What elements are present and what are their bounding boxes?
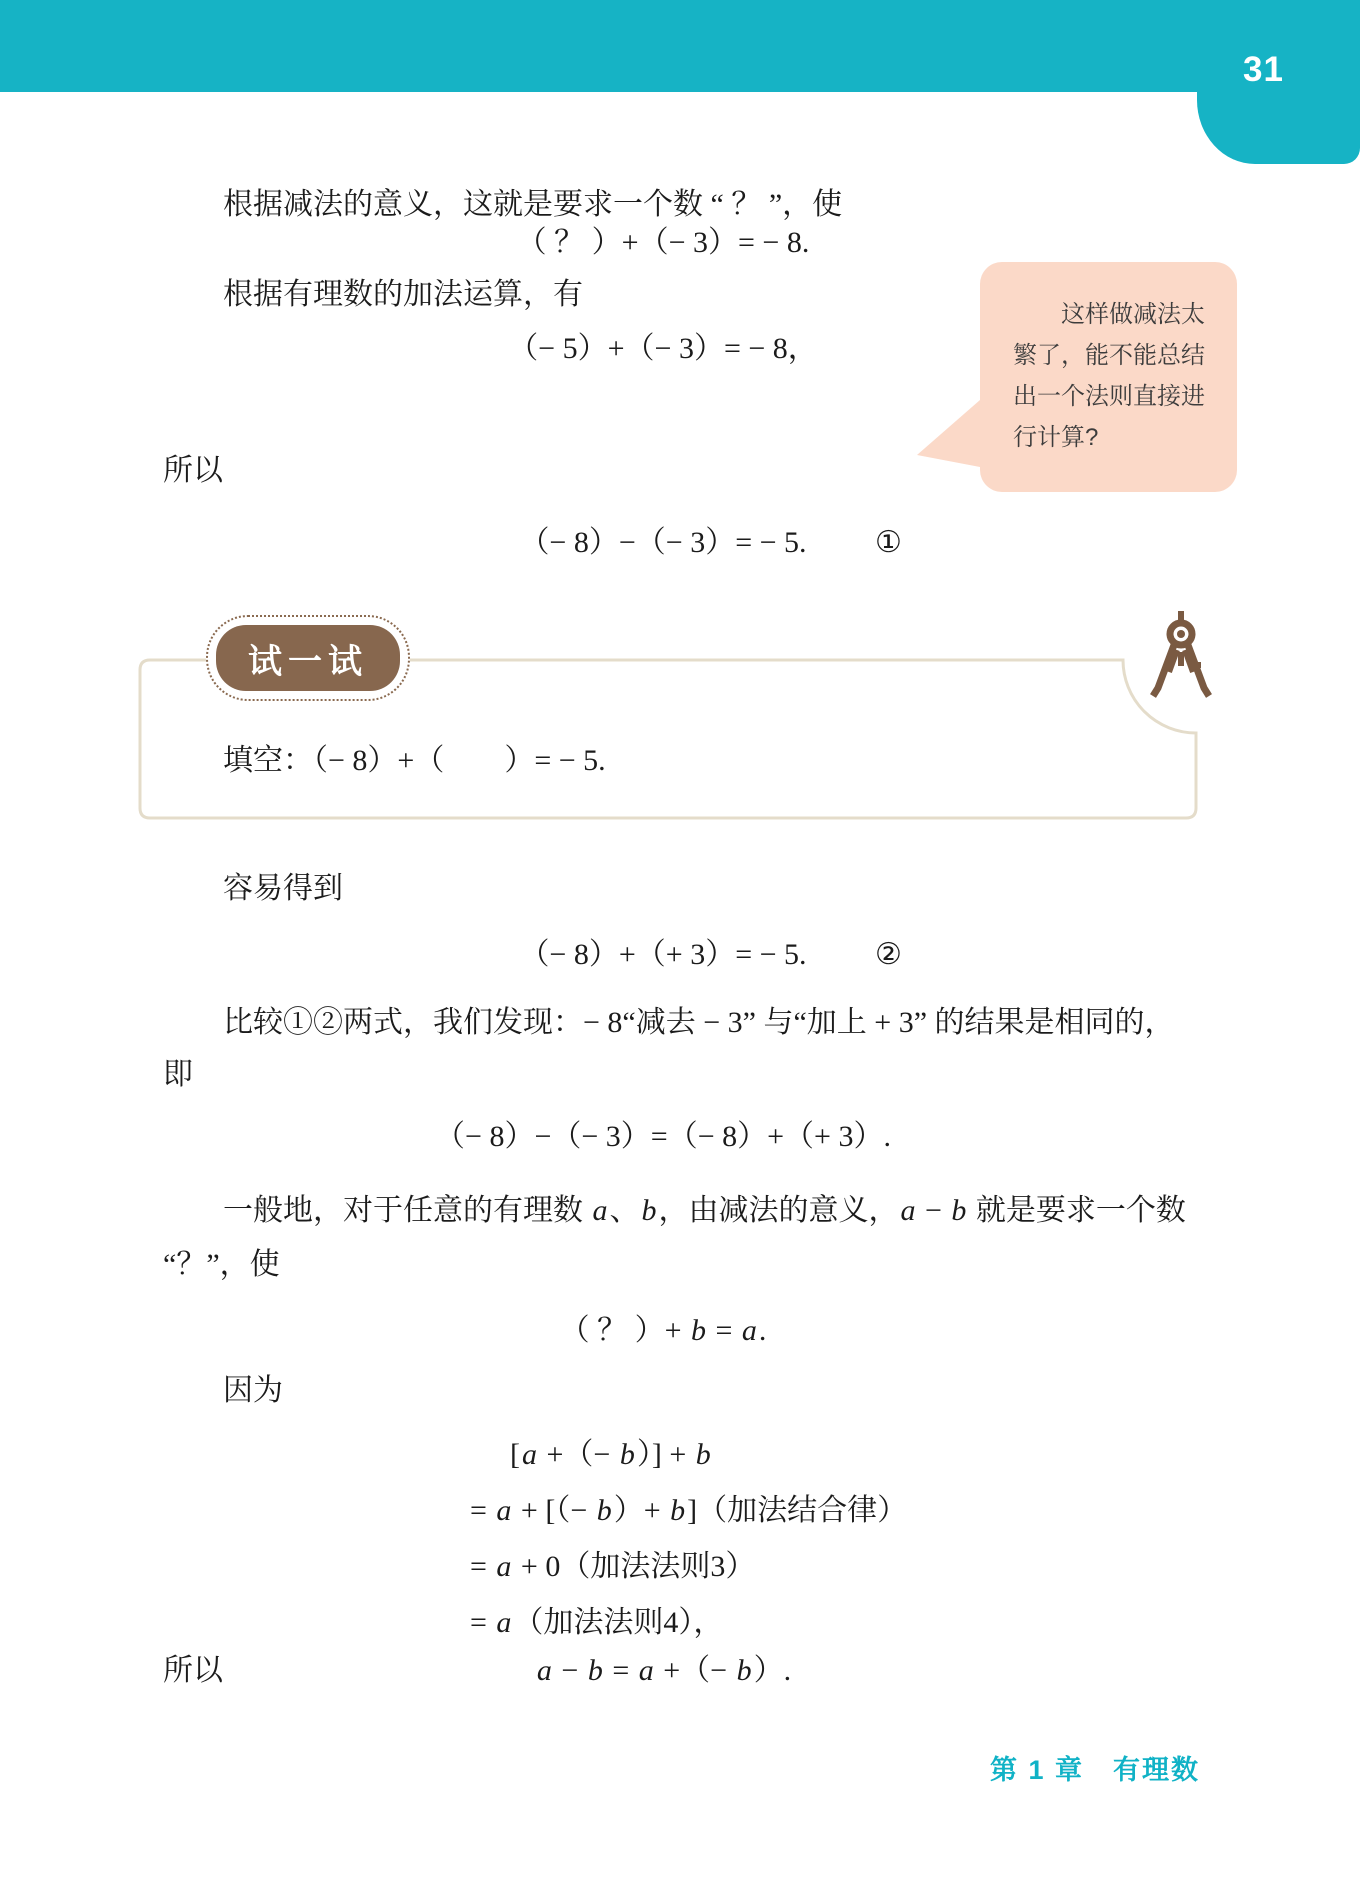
equation-tag-1: ① (875, 526, 902, 559)
derivation-line-3: = a + 0（加法法则3） (470, 1550, 756, 1583)
equation-final-rule: a − b = a +（− b）. (536, 1654, 792, 1687)
label-suoyi-2: 所以 (163, 1654, 223, 1687)
equation-neg5-plus-neg3: （− 5）+（− 3）= − 8， (508, 332, 818, 365)
label-suoyi-1: 所以 (163, 454, 223, 487)
page-number-tab (1197, 0, 1360, 164)
equation-equivalence: （− 8）−（− 3）=（− 8）+（+ 3）. (435, 1120, 891, 1153)
label-because: 因为 (223, 1374, 283, 1407)
derivation-line-1: [a +（− b）] + b (510, 1438, 711, 1471)
page-number: 31 (1243, 50, 1284, 89)
bubble-line: 行计算? (1013, 424, 1099, 451)
equation-question-plus-neg3: （ ？ ）+（− 3）= − 8. (516, 226, 810, 259)
bubble-line: 出一个法则直接进 (1013, 383, 1205, 410)
header-bar (0, 0, 1360, 92)
equation-question-plus-b: （ ？ ）+ b = a. (559, 1314, 767, 1347)
equation-2-row (163, 936, 1163, 974)
speech-bubble-text (1013, 294, 1223, 458)
equation-tag-2: ② (875, 938, 902, 971)
paragraph-addition-operation: 根据有理数的加法运算，有 (223, 278, 583, 311)
compass-icon (1146, 608, 1216, 703)
bubble-line: 繁了，能不能总结 (1013, 342, 1205, 369)
equation-neg8-minus-neg3: （− 8）−（− 3）= − 5. (519, 526, 807, 559)
speech-bubble-tail (905, 395, 985, 475)
try-badge (206, 615, 410, 701)
label-ji: 即 (163, 1058, 193, 1091)
paragraph-question-continuation: “？”，使 (163, 1248, 280, 1281)
paragraph-general-rule: 一般地，对于任意的有理数 a、b，由减法的意义，a − b 就是要求一个数 (223, 1194, 1186, 1227)
footer-chapter-title: 第 1 章 有理数 (989, 1755, 1200, 1785)
exercise-fill-blank: 填空：（− 8）+（ ）= − 5. (223, 744, 606, 777)
paragraph-compare: 比较①②两式，我们发现：− 8“减去 − 3” 与“加上 + 3” 的结果是相同的， (223, 1006, 1175, 1039)
derivation-line-2: = a + [（− b）+ b]（加法结合律） (470, 1494, 908, 1527)
equation-1-row (163, 524, 1163, 562)
paragraph-subtraction-meaning: 根据减法的意义，这就是要求一个数 “ ？ ”，使 (223, 188, 843, 221)
derivation-line-4: = a（加法法则4）， (470, 1606, 724, 1639)
try-badge-label: 试一试 (216, 625, 400, 691)
bubble-line: 这样做减法太 (1061, 301, 1205, 328)
label-easy-to-get: 容易得到 (223, 872, 343, 905)
equation-neg8-plus-pos3: （− 8）+（+ 3）= − 5. (519, 938, 807, 971)
